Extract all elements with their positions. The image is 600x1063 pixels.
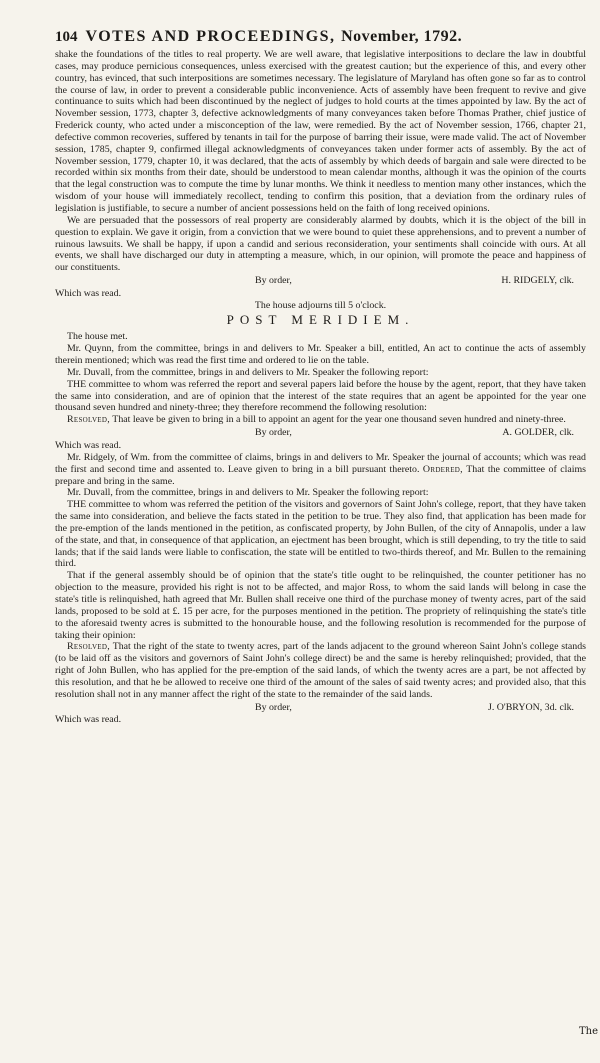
- signature-by-order: By order,: [255, 427, 292, 439]
- resolved-label: Resolved,: [67, 414, 110, 426]
- page-number: 104: [55, 29, 78, 45]
- which-was-read: Which was read.: [55, 714, 122, 726]
- ridgely-text: Mr. Ridgely, of Wm. from the committee of claims, brings in and delivers to Mr. Speaker the journal of accounts; which was read the first and second time and assented to. Leave given to bring in a bill pursuant thereto.: [55, 451, 586, 475]
- paragraph-agent-report: THE committee to whom was referred the report and several papers laid before the house by the agent, report, that they have taken the same into consideration, and are of opinion that the interest of the state requires that an agent be appointed for the year one thousand seven hundred and ninety-three; they therefore recommend the following resolution:: [55, 378, 586, 414]
- section-heading-post-meridiem: POST MERIDIEM.: [226, 311, 415, 327]
- resolved-label: Resolved,: [67, 641, 110, 653]
- catchword: The: [578, 1026, 598, 1037]
- paragraph-resolved-college: [55, 641, 586, 700]
- page-header: [55, 28, 586, 46]
- paragraph-titles-argument: shake the foundations of the titles to real property. We are well aware, that legislative interpositions to declare the law in doubtful cases, may produce pernicious consequences, unless exercised with the greatest caution; but the experience of this, and every other country, has evinced, that such interpositions are sometimes necessary. The legislature of Maryland has often gone so far as to control the course of law, in order to prevent a considerable public inconvenience. Acts of assembly have been frequent to revive and give continuance to suits which had been discontinued by the neglect of judges to hold courts at the times appointed by law. By the act of November session, 1773, chapter 3, defective acknowledgments of many conveyances taken before Thomas Prather, chief justice of Frederick county, who acted under a misconception of the law, were remedied. By the act of November session, 1766, chapter 21, defective common recoveries, suffered by tenants in tail for the purpose of barring their issue, were made valid. The act of November session, 1785, chapter 9, confirmed illegal acknowledgments of conveyances taken under former acts of assembly. By the act of November session, 1779, chapter 10, it was declared, that the acts of assembly by which deeds of bargain and sale were directed to be recorded within six months from their date, should be understood to mean calendar months, although it was the opinion of the courts that the legal construction was to compute the time by lunar months. We think it needless to mention many other instances, which the wisdom of your house will immediately recollect, tending to confirm this position, that a deviation from the ordinary rules of legislation is justifiable, to secure a number of ancient possessions held on the faith of long received opinions.: [55, 49, 586, 214]
- signature-by-order: By order,: [255, 275, 292, 287]
- paragraph-college-report: THE committee to whom was referred the petition of the visitors and governors of Saint John's college, report, that they have taken the same into consideration, and believe the facts stated in the petition to be true. They also find, that application has been made for the pre-emption of the lands mentioned in the petition, as confiscated property, by John Bullen, of the city of Annapolis, under a law of the state, and that, in consequence of that application, an ejectment has been brought, which is still depending, to try the title to said lands; that if the said lands were liable to confiscation, the state will be entitled to two-thirds thereof, and Mr. Bullen to the remaining third.: [55, 499, 586, 570]
- which-was-read: Which was read.: [55, 287, 122, 299]
- running-head-date: November, 1792.: [341, 28, 463, 45]
- resolved-text: That leave be given to bring in a bill to appoint an agent for the year one thousand seven hundred and ninety-three.: [112, 414, 566, 426]
- running-head: [86, 28, 463, 46]
- signature-clerk-name: A. GOLDER, clk.: [502, 427, 574, 439]
- signature-by-order: By order,: [255, 701, 292, 713]
- house-met: The house met.: [67, 331, 128, 343]
- signature-clerk-name: J. O'BRYON, 3d. clk.: [488, 701, 574, 713]
- page-body: [55, 49, 586, 726]
- paragraph-possessors: We are persuaded that the possessors of real property are considerably alarmed by doubts, which it is the object of the bill in question to explain. We gave it origin, from a conviction that we were bound to quiet these apprehensions, and to prevent a number of ruinous lawsuits. We shall be happy, if upon a candid and serious reconsideration, your sentiments shall coincide with ours. At all events, we shall have discharged our duty in attempting a measure, which, in our opinion, will promote the peace and happiness of our constituents.: [55, 214, 586, 274]
- running-head-title: VOTES AND PROCEEDINGS,: [85, 28, 336, 45]
- signature-golder: [55, 427, 586, 439]
- signature-clerk-name: H. RIDGELY, clk.: [501, 275, 574, 287]
- paragraph-duvall-report-two: Mr. Duvall, from the committee, brings in and delivers to Mr. Speaker the following report:: [67, 487, 429, 499]
- ordered-label: Ordered,: [422, 463, 463, 475]
- signature-obryon: [55, 702, 586, 714]
- adjournment-note: The house adjourns till 5 o'clock.: [254, 299, 387, 311]
- paragraph-general-assembly: That if the general assembly should be of opinion that the state's title ought to be relinquished, the counter petitioner has no objection to the measure, provided his right is not to be affected, and major Ross, to whom the said lands will belong in case the state's title is relinquished, hath agreed that Mr. Bullen shall receive one third of the purchase money of twenty acres, part of the said lands, proposed to be sold at £. 15 per acre, for the purposes mentioned in the petition. The propriety of relinquishing the state's title to the aforesaid twenty acres is submitted to the honourable house, and the following resolution is recommended for the purpose of taking their opinion:: [55, 570, 586, 641]
- resolved-text: That the right of the state to twenty acres, part of the lands adjacent to the ground whereon Saint John's college stands (to be laid off as the visitors and governors of Saint John's college direct) be and the same is hereby relinquished; provided, that the right of John Bullen, who has applied for the pre-emption of the said lands, of which the twenty acres are a part, be not affected by this resolution, and that he be allowed to receive one third of the amount of the sales of said twenty acres; and provided also, that this resolution shall not in any manner affect the right of the state to the remainder of the said lands.: [55, 641, 586, 700]
- paragraph-resolved-agent: [55, 414, 586, 426]
- ordered-text: That the committee of claims prepare and bring in the same.: [55, 463, 587, 487]
- paragraph-duvall-report: Mr. Duvall, from the committee, brings in and delivers to Mr. Speaker the following report:: [67, 366, 429, 378]
- paragraph-ridgely-claims: [55, 452, 586, 488]
- paragraph-quynn-bill: Mr. Quynn, from the committee, brings in and delivers to Mr. Speaker a bill, entitled, An act to continue the acts of assembly therein mentioned; which was read the first time and ordered to lie on the table.: [55, 343, 586, 367]
- signature-ridgely: [55, 275, 586, 287]
- which-was-read: Which was read.: [55, 440, 122, 451]
